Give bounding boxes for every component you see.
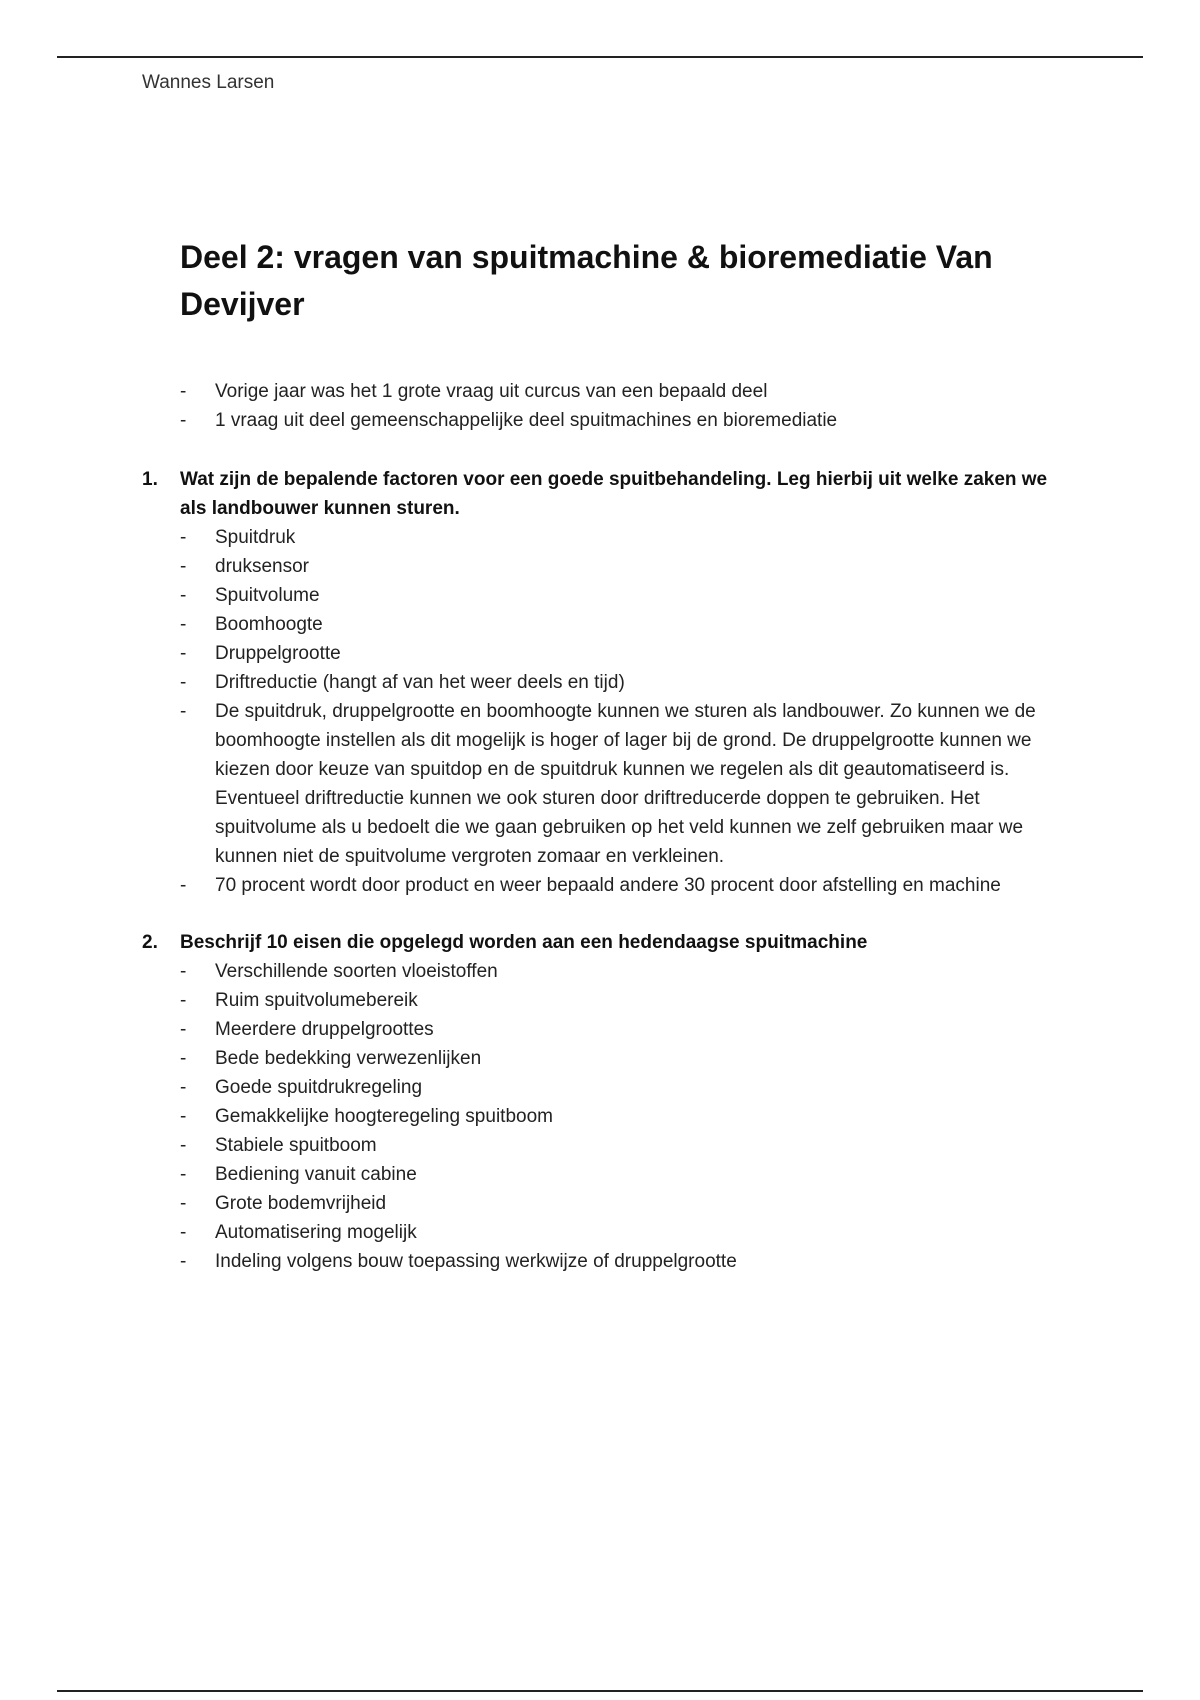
list-item: - Automatisering mogelijk bbox=[180, 1218, 1062, 1247]
list-item: - Indeling volgens bouw toepassing werkwijze of druppelgrootte bbox=[180, 1247, 1062, 1276]
list-item: - Goede spuitdrukregeling bbox=[180, 1073, 1062, 1102]
list-item: - Boomhoogte bbox=[180, 610, 1062, 639]
question-text: Wat zijn de bepalende factoren voor een goede spuitbehandeling. Leg hierbij uit welke zaken we als landbouwer kunnen sturen. bbox=[180, 469, 1048, 519]
footer-rule bbox=[57, 1690, 1143, 1692]
question-text: Beschrijf 10 eisen die opgelegd worden aan een hedendaagse spuitmachine bbox=[180, 932, 868, 953]
list-item: - Grote bodemvrijheid bbox=[180, 1189, 1062, 1218]
question-number: 2. bbox=[142, 932, 158, 953]
list-item: - Spuitdruk bbox=[180, 523, 1062, 552]
list-item: - Stabiele spuitboom bbox=[180, 1131, 1062, 1160]
answer-list bbox=[180, 957, 1062, 1276]
list-item: - Vorige jaar was het 1 grote vraag uit curcus van een bepaald deel bbox=[180, 377, 1080, 406]
list-item: - De spuitdruk, druppelgrootte en boomhoogte kunnen we sturen als landbouwer. Zo kunnen we de boomhoogte instellen als dit mogelijk is hoger of lager bij de grond. De druppelgrootte kunnen we kiezen door keuze van spuitdop en de spuitdruk kunnen we regelen als dit geautomatiseerd is. Eventueel driftreductie kunnen we ook sturen door driftreducerde doppen te gebruiken. Het spuitvolume als u bedoelt die we gaan gebruiken op het veld kunnen we zelf gebruiken maar we kunnen niet de spuitvolume vergroten zomaar en verkleinen. bbox=[180, 697, 1062, 871]
list-item: - druksensor bbox=[180, 552, 1062, 581]
question-number: 1. bbox=[142, 469, 158, 490]
list-item: - Bede bedekking verwezenlijken bbox=[180, 1044, 1062, 1073]
list-item: - Verschillende soorten vloeistoffen bbox=[180, 957, 1062, 986]
question-2 bbox=[142, 928, 1062, 1276]
list-item: - Driftreductie (hangt af van het weer deels en tijd) bbox=[180, 668, 1062, 697]
list-item: - Bediening vanuit cabine bbox=[180, 1160, 1062, 1189]
list-item: - 70 procent wordt door product en weer bepaald andere 30 procent door afstelling en machine bbox=[180, 871, 1062, 900]
list-item: - Druppelgrootte bbox=[180, 639, 1062, 668]
list-item: - Ruim spuitvolumebereik bbox=[180, 986, 1062, 1015]
intro-list bbox=[180, 377, 1080, 435]
list-item: - Meerdere druppelgroottes bbox=[180, 1015, 1062, 1044]
list-item: - 1 vraag uit deel gemeenschappelijke deel spuitmachines en bioremediatie bbox=[180, 406, 1080, 435]
question-list bbox=[142, 465, 1062, 1304]
list-item: - Spuitvolume bbox=[180, 581, 1062, 610]
list-item: - Gemakkelijke hoogteregeling spuitboom bbox=[180, 1102, 1062, 1131]
page-title: Deel 2: vragen van spuitmachine & bioremediatie Van Devijver bbox=[180, 239, 993, 322]
header-rule bbox=[57, 56, 1143, 58]
question-1 bbox=[142, 465, 1062, 900]
author-name: Wannes Larsen bbox=[142, 72, 275, 93]
answer-list bbox=[180, 523, 1062, 900]
